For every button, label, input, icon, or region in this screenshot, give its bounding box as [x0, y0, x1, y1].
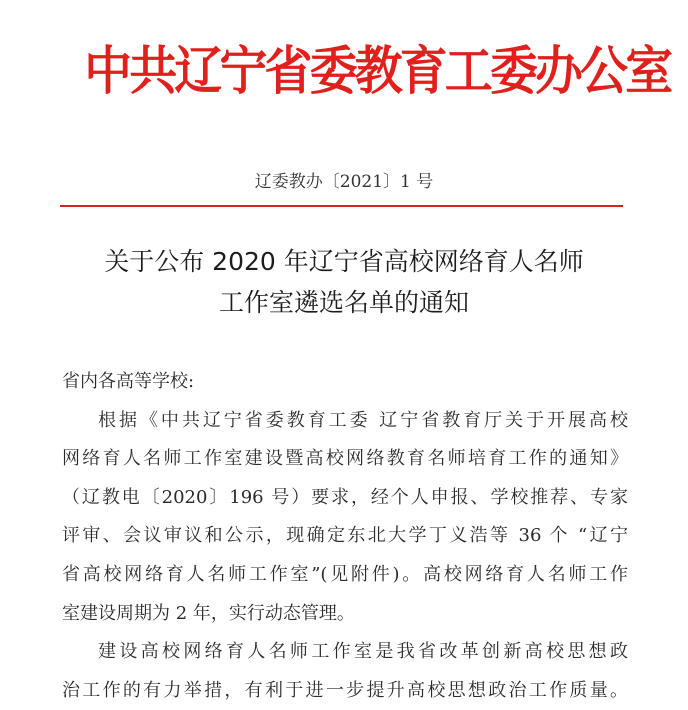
document-body [62, 363, 628, 710]
document-title [40, 241, 648, 323]
paragraph-2-line-1: 建设高校网络育人名师工作室是我省改革创新高校思想政 [98, 641, 628, 663]
paragraph-1-line-1: 根据《中共辽宁省委教育工委 辽宁省教育厅关于开展高校 [98, 409, 628, 431]
paragraph-1-line-3: （辽教电〔2020〕196 号）要求，经个人申报、学校推荐、专家 [62, 486, 628, 508]
paragraph-1-line-4: 评审、会议审议和公示，现确定东北大学丁义浩等 36 个 “辽宁 [62, 525, 628, 547]
paragraph-2-line-2: 治工作的有力举措，有利于进一步提升高校思想政治工作质量。 [62, 679, 628, 701]
title-line-2: 工作室遴选名单的通知 [218, 288, 469, 317]
paragraph-1-line-6: 室建设周期为 2 年，实行动态管理。 [62, 602, 355, 624]
title-line-1: 关于公布 2020 年辽宁省高校网络育人名师 [104, 247, 584, 276]
red-divider-line [60, 205, 623, 207]
salutation: 省内各高等学校: [62, 371, 195, 392]
document-number: 辽委教办〔2021〕1 号 [254, 172, 434, 192]
paragraph-1-line-2: 网络育人名师工作室建设暨高校网络教育名师培育工作的通知》 [62, 448, 628, 470]
masthead-org-name: 中共辽宁省委教育工委办公室 [84, 42, 671, 102]
paragraph-1-line-5: 省高校网络育人名师工作室”(见附件)。高校网络育人名师工作 [62, 563, 628, 585]
